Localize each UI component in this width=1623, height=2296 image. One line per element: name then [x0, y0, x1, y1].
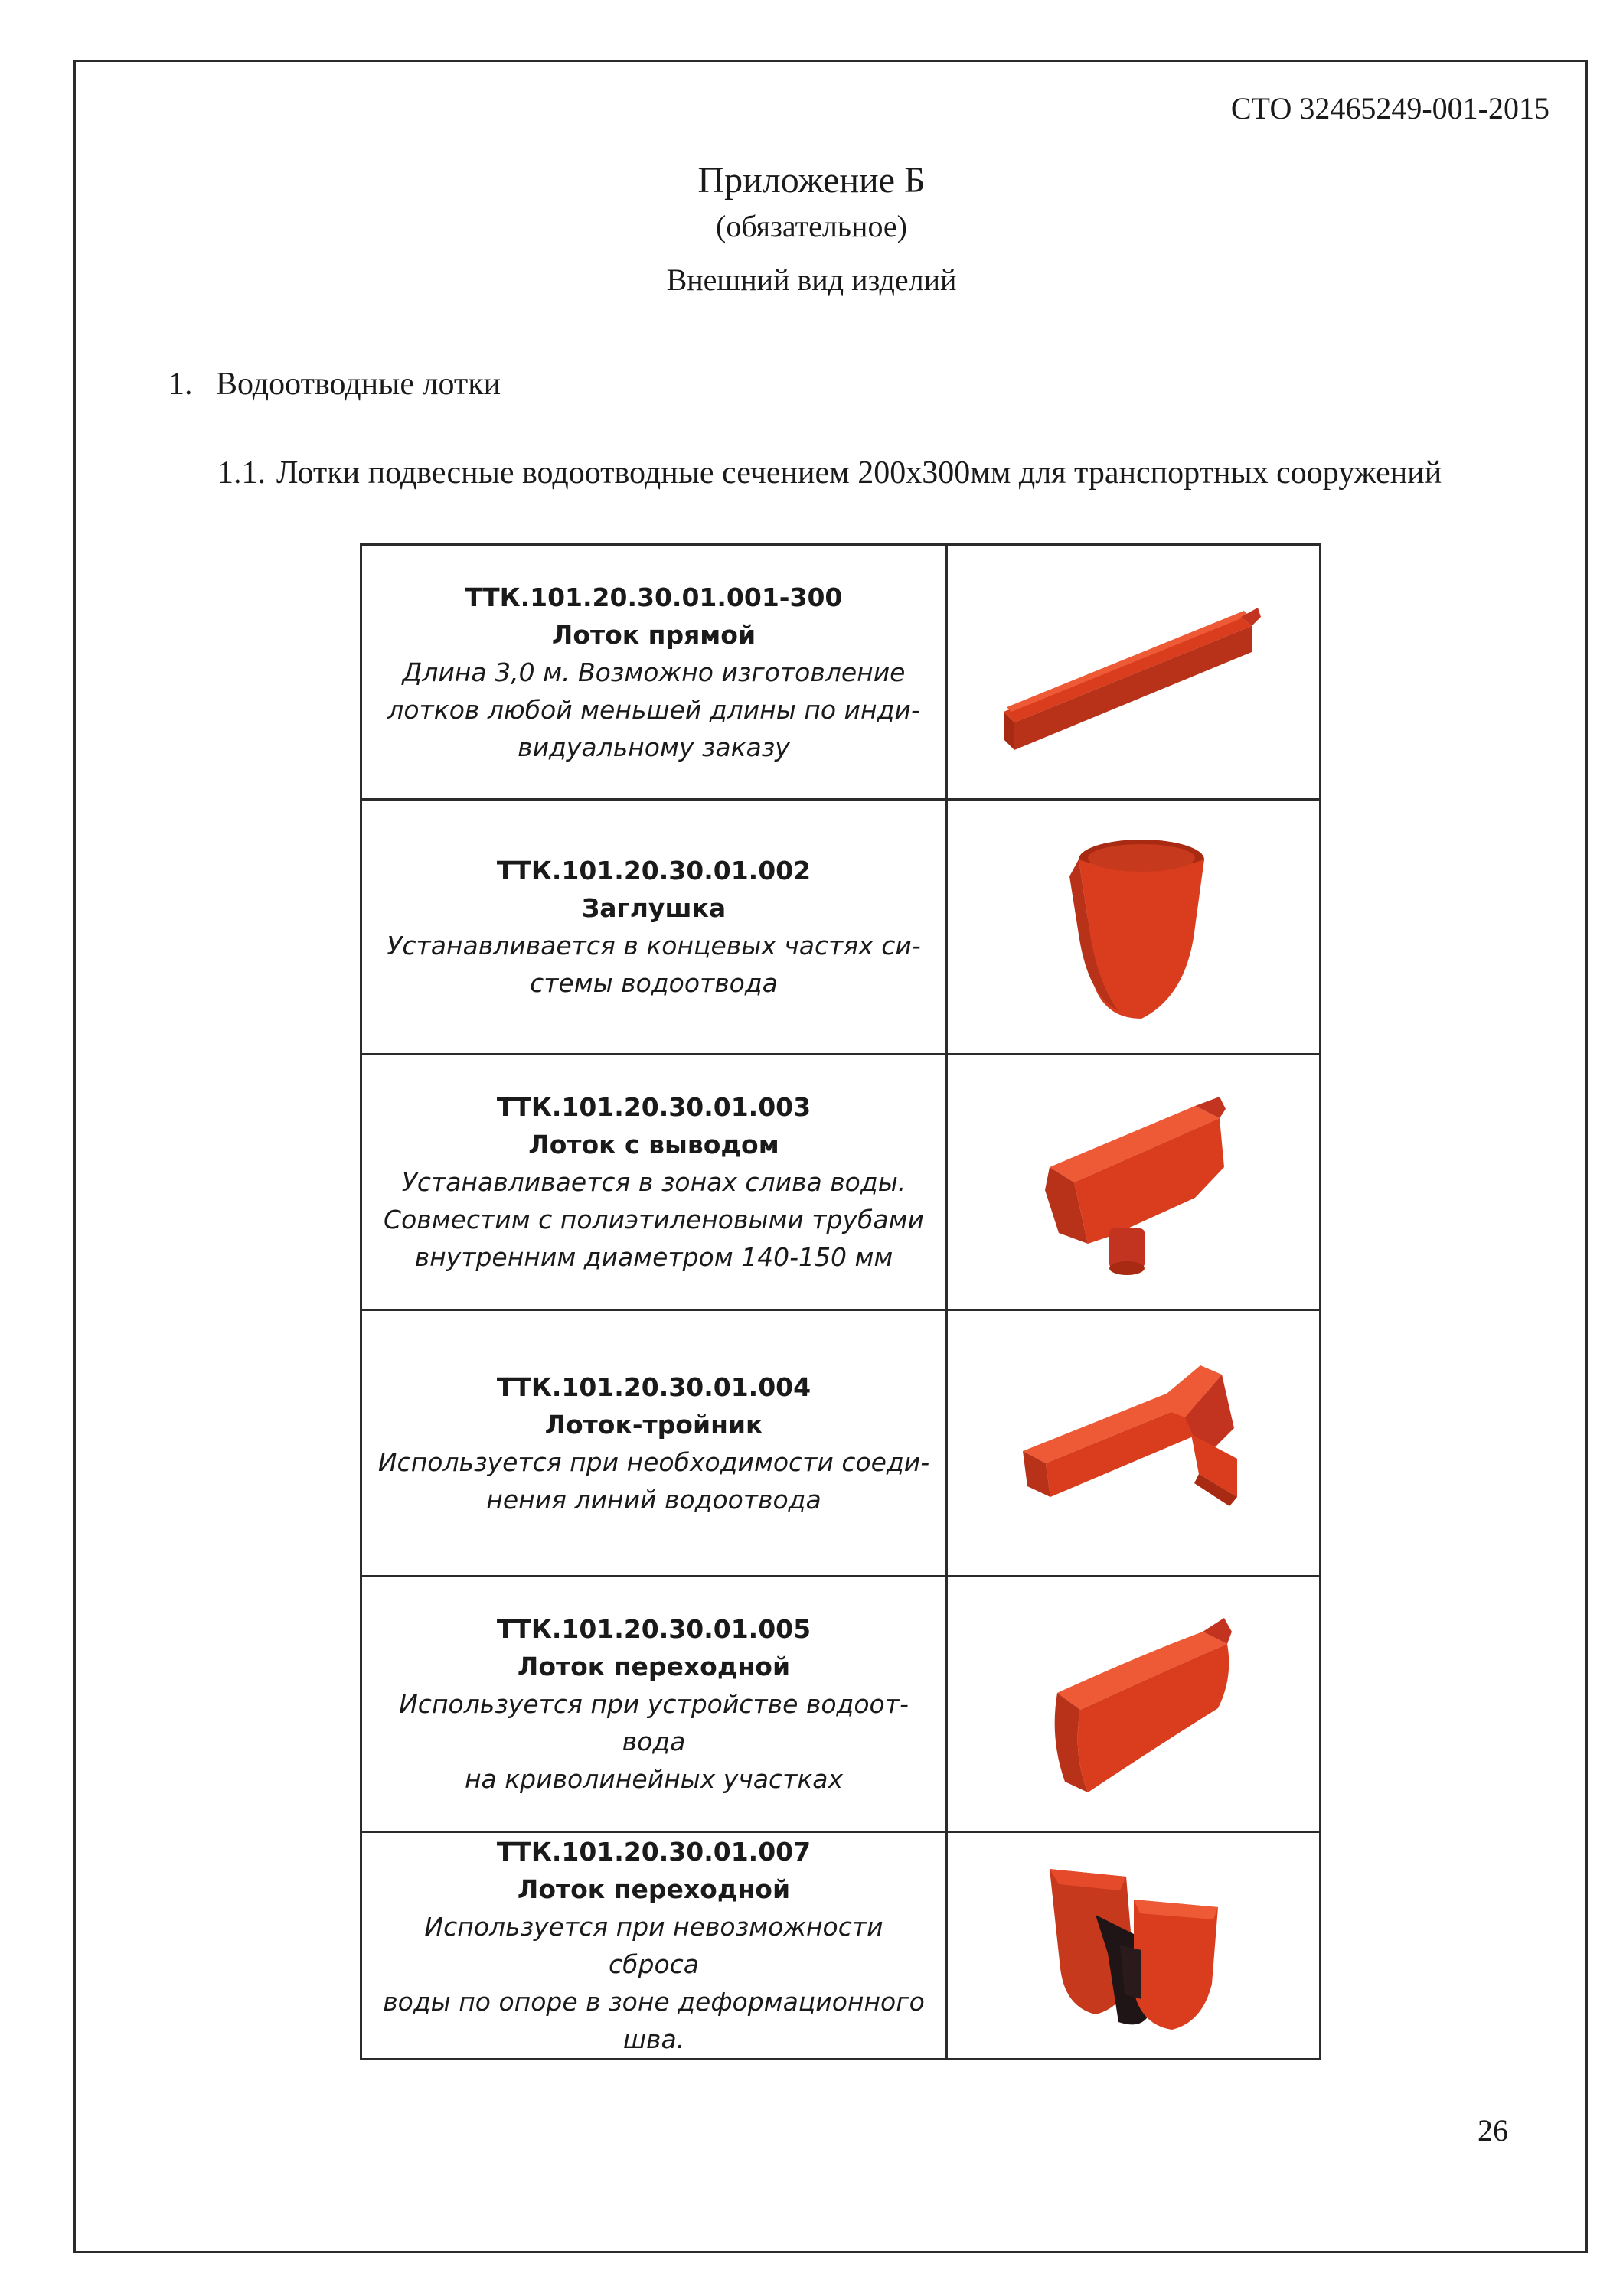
product-image-cell [947, 1310, 1321, 1577]
product-code: ТТК.101.20.30.01.001-300 [465, 582, 843, 612]
product-description-cell [361, 800, 947, 1055]
appendix-caption: Внешний вид изделий [666, 263, 957, 297]
product-image-cell [947, 1832, 1321, 2060]
product-name: Лоток переходной [517, 1874, 791, 1904]
curved-tray-icon [1027, 1601, 1241, 1808]
product-note-line: воды по опоре в зоне деформационного [383, 1987, 925, 2017]
table-row [361, 545, 1321, 800]
product-note-line: Длина 3,0 м. Возможно изготовление [402, 657, 906, 687]
product-note [362, 1908, 945, 2058]
page-number: 26 [1478, 2113, 1508, 2148]
product-image-cell [947, 545, 1321, 800]
product-code: ТТК.101.20.30.01.004 [496, 1371, 812, 1402]
product-code: ТТК.101.20.30.01.003 [496, 1092, 812, 1122]
product-image-cell [947, 1055, 1321, 1310]
product-note-line: Используется при устройстве водоот- [399, 1689, 909, 1719]
table-row [361, 1055, 1321, 1310]
product-note-line: стемы водоотвода [530, 968, 778, 998]
document-code: СТО 32465249-001-2015 [1230, 91, 1550, 126]
appendix-subtitle: (обязательное) [716, 209, 907, 243]
product-note-line: Совместим с полиэтиленовыми трубами [384, 1205, 924, 1234]
product-note-line: Устанавливается в зонах слива воды. [401, 1167, 906, 1197]
section-heading [168, 366, 501, 403]
table-row [361, 1832, 1321, 2060]
product-note-line: видуальному заказу [518, 732, 790, 762]
product-note-line: Используется при невозможности сброса [424, 1912, 883, 1979]
product-code: ТТК.101.20.30.01.002 [496, 856, 812, 885]
product-code: ТТК.101.20.30.01.005 [496, 1614, 812, 1644]
product-note-line: Используется при необходимости соеди- [377, 1446, 930, 1477]
product-name: Заглушка [581, 893, 727, 923]
product-image-cell [947, 800, 1321, 1055]
product-description-cell [361, 1055, 947, 1310]
product-note [362, 654, 945, 766]
subsection-number: 1.1. [217, 455, 266, 491]
end-cap-icon [1042, 827, 1226, 1026]
product-note-line: на криволинейных участках [464, 1764, 844, 1794]
product-note-line: нения линий водоотвода [486, 1484, 821, 1515]
product-description-cell [361, 1310, 947, 1577]
product-code: ТТК.101.20.30.01.007 [496, 1837, 812, 1867]
product-name: Лоток переходной [517, 1652, 791, 1681]
product-description-cell [361, 545, 947, 800]
product-note-line: Устанавливается в концевых частях си- [387, 931, 921, 960]
product-note-line: лотков любой меньшей длины по инди- [387, 694, 920, 725]
product-note [362, 1685, 945, 1798]
subsection-heading [217, 455, 1442, 491]
tee-tray-icon [1007, 1344, 1260, 1543]
product-note [362, 1163, 945, 1276]
product-note [362, 1443, 945, 1518]
product-note-line: вода [622, 1727, 686, 1756]
product-note-line: шва. [622, 2024, 685, 2054]
straight-tray-icon [988, 572, 1279, 771]
product-image-cell [947, 1577, 1321, 1832]
product-description-cell [361, 1832, 947, 2060]
product-note-line: внутренним диаметром 140-150 мм [414, 1242, 893, 1272]
section-number: 1. [168, 367, 193, 402]
product-name: Лоток-тройник [544, 1409, 763, 1440]
table-row [361, 1577, 1321, 1832]
table-row [361, 1310, 1321, 1577]
table-row [361, 800, 1321, 1055]
expansion-joint-tray-icon [1034, 1854, 1233, 2037]
product-note [362, 927, 945, 1002]
outlet-tray-icon [1019, 1083, 1249, 1282]
appendix-title: Приложение Б [697, 160, 926, 201]
product-name: Лоток прямой [551, 619, 756, 650]
subsection-title: Лотки подвесные водоотводные сечением 200х300мм для транспортных сооружений [276, 455, 1442, 491]
product-description-cell [361, 1577, 947, 1832]
section-title: Водоотводные лотки [216, 367, 501, 402]
product-name: Лоток с выводом [528, 1130, 779, 1159]
products-table [360, 543, 1321, 2060]
